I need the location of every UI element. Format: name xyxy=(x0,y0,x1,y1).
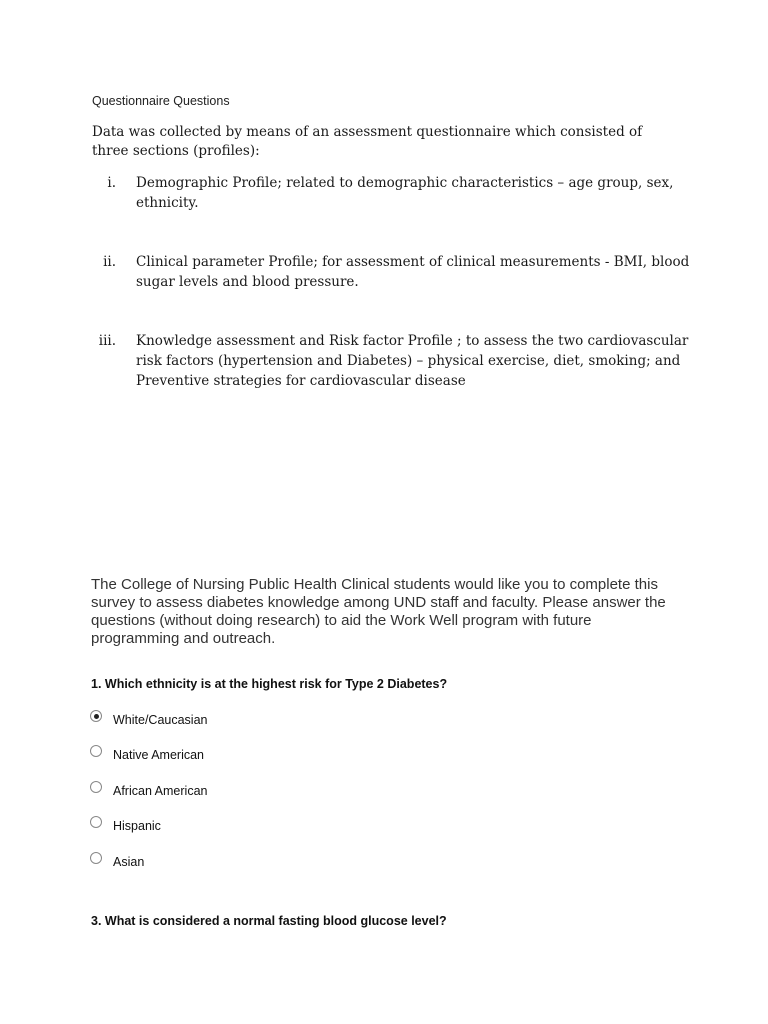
radio-icon[interactable] xyxy=(90,852,102,864)
intro-paragraph: Data was collected by means of an assessment questionnaire which consisted of three sections (profiles): xyxy=(92,124,643,159)
survey-intro: The College of Nursing Public Health Clinical students would like you to complete this survey to assess diabetes knowledge among UND staff and faculty. Please answer the questions (without doing research) to aid the Work Well program with future programming and outreach. xyxy=(91,576,666,647)
option-label: African American xyxy=(113,784,208,798)
radio-icon[interactable] xyxy=(90,745,102,757)
question-3-text: 3. What is considered a normal fasting blood glucose level? xyxy=(91,914,447,928)
radio-selected-icon[interactable] xyxy=(90,710,102,722)
list-number: iii. xyxy=(98,333,116,349)
option-label: Asian xyxy=(113,855,145,869)
radio-icon[interactable] xyxy=(90,781,102,793)
option-label: White/Caucasian xyxy=(113,713,208,727)
radio-icon[interactable] xyxy=(90,816,102,828)
question-1-text: 1. Which ethnicity is at the highest risk for Type 2 Diabetes? xyxy=(91,677,448,691)
option-label: Native American xyxy=(113,748,205,762)
section-heading: Questionnaire Questions xyxy=(92,94,230,108)
profile-text: Knowledge assessment and Risk factor Profile ; to assess the two cardiovascular risk factors (hypertension and Diabetes) – physical exercise, diet, smoking; and Preventive strategies for cardiovascular disease xyxy=(136,333,689,389)
list-number: i. xyxy=(107,175,116,191)
profile-text: Demographic Profile; related to demographic characteristics – age group, sex, ethnicity. xyxy=(136,175,674,211)
option-label: Hispanic xyxy=(113,819,161,833)
profile-text: Clinical parameter Profile; for assessment of clinical measurements - BMI, blood sugar levels and blood pressure. xyxy=(136,254,690,290)
list-number: ii. xyxy=(103,254,116,270)
